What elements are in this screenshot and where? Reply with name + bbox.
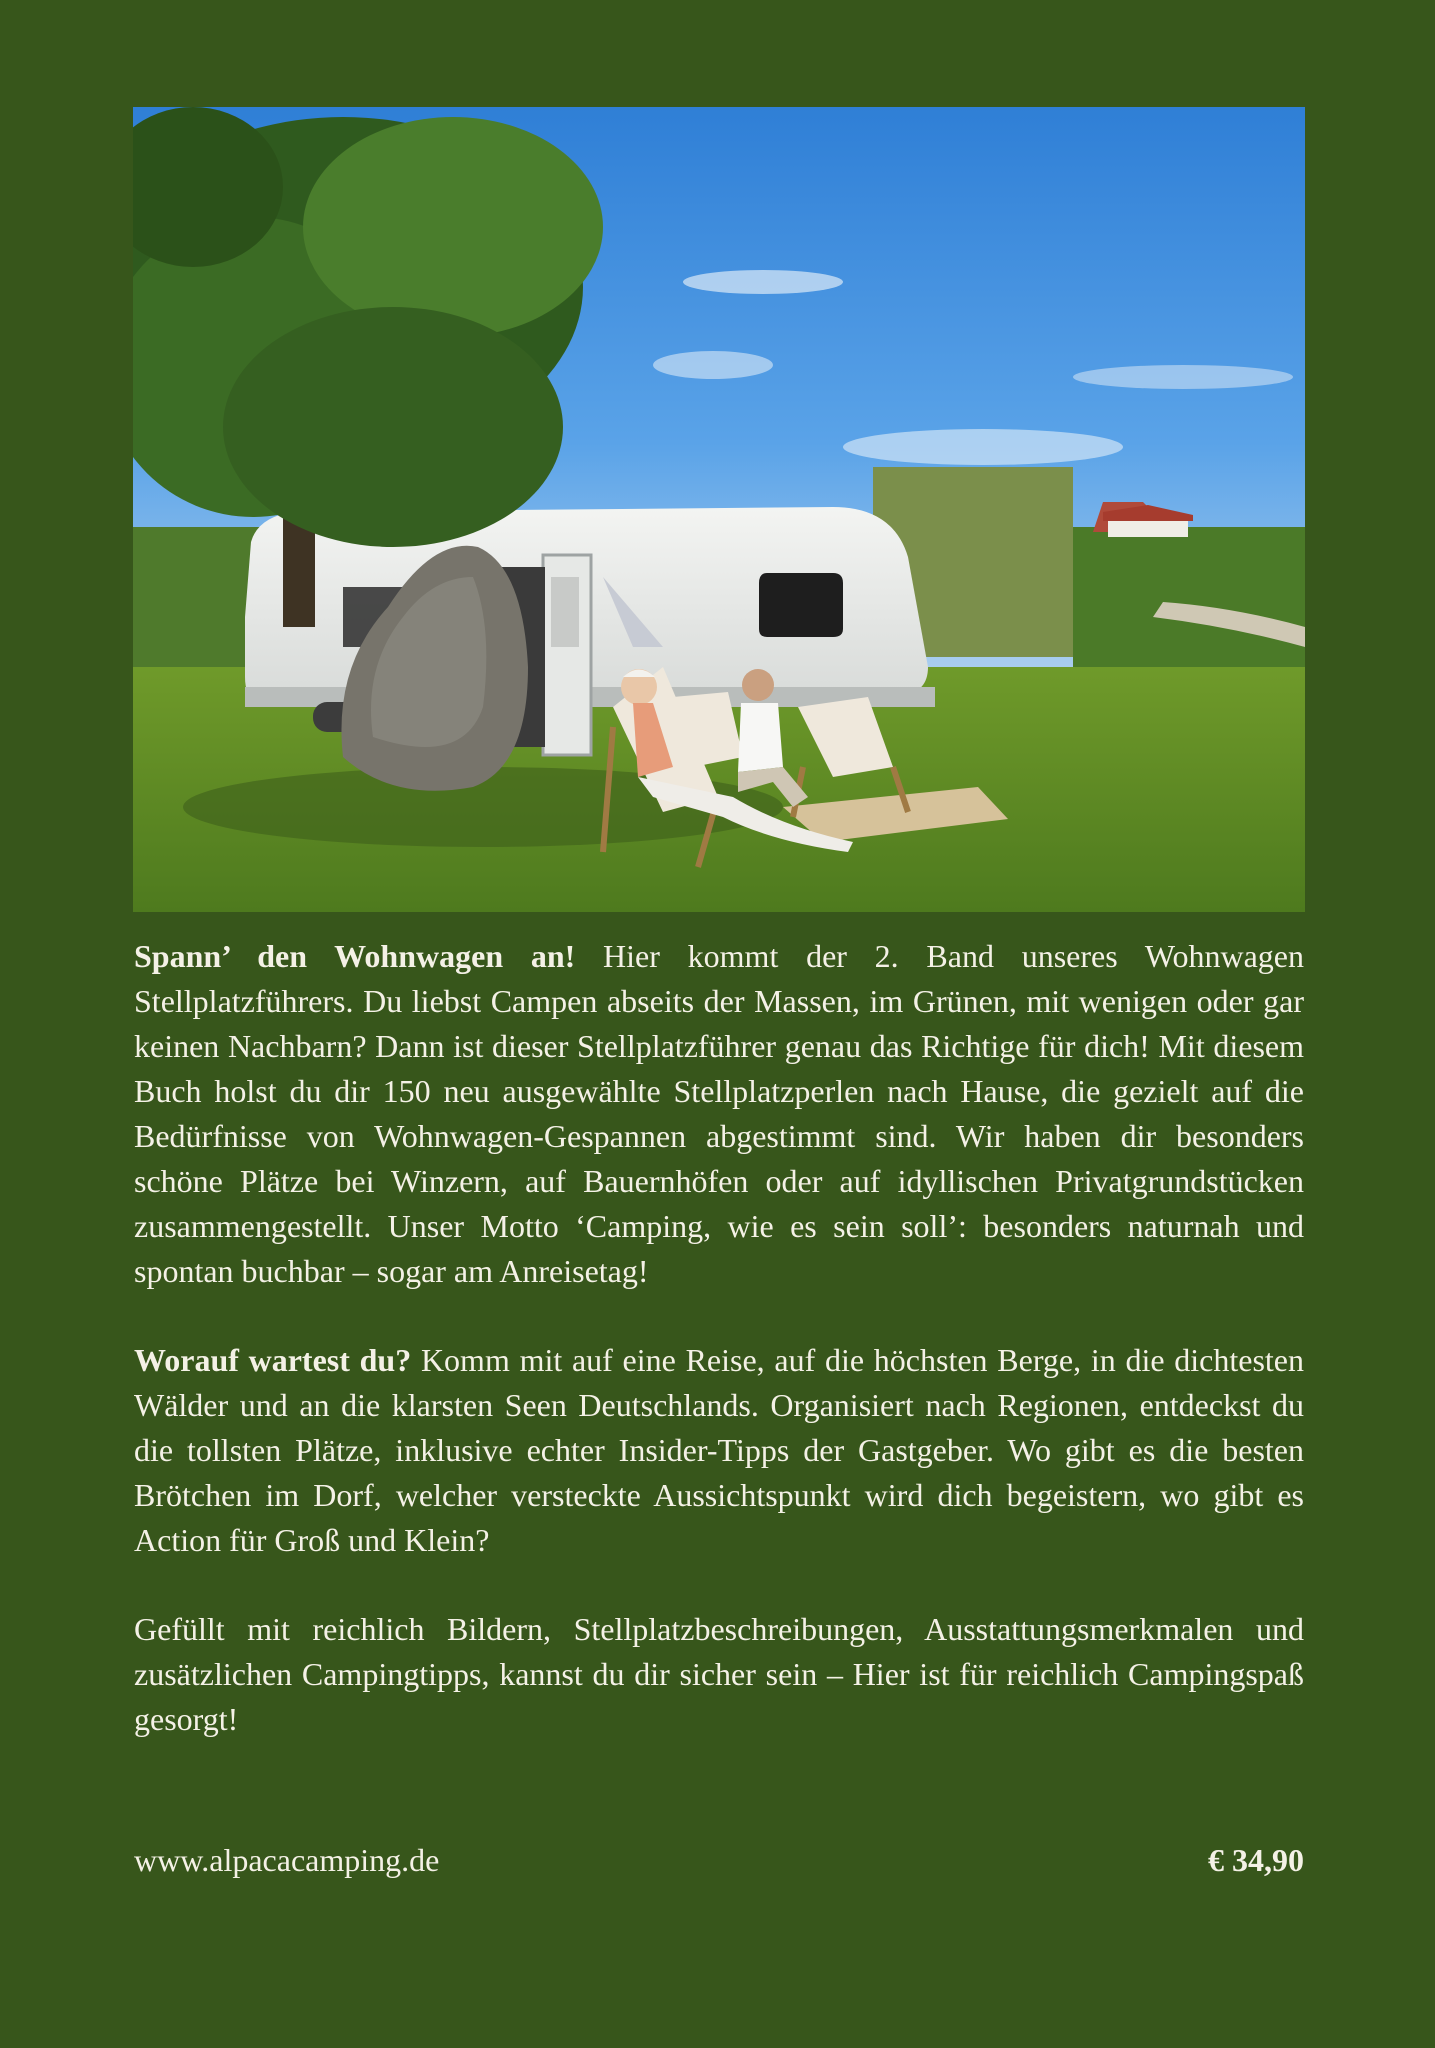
paragraph-2-body: Komm mit auf eine Reise, auf die höchsten Berge, in die dichtesten Wälder und an die klarsten Seen Deutschlands. Organisiert nach Regionen, entdeckst du die tollsten Plätze, inklusive echter Insider-Tipps der Gastgeber. Wo gibt es die besten Brötchen im Dorf, welcher versteckte Aussichtspunkt wird dich begeistern, wo gibt es Action für Groß und Klein? — [134, 1342, 1304, 1558]
caravan-meadow-image — [133, 107, 1305, 912]
paragraph-3-body: Gefüllt mit reichlich Bildern, Stellplatzbeschreibungen, Ausstattungsmerkmalen und zusätzlichen Campingtipps, kannst du dir sicher sein – Hier ist für reichlich Campingspaß gesorgt! — [134, 1611, 1304, 1737]
blurb-paragraph-1 — [134, 934, 1304, 1294]
paragraph-2-lead: Worauf wartest du? — [134, 1342, 412, 1378]
blurb-paragraph-3 — [134, 1607, 1304, 1742]
blurb-text — [134, 934, 1304, 1786]
cover-photo — [133, 107, 1305, 912]
cover-footer — [134, 1838, 1304, 1883]
blurb-paragraph-2 — [134, 1338, 1304, 1563]
paragraph-1-lead: Spann’ den Wohnwagen an! — [134, 938, 576, 974]
paragraph-1-body: Hier kommt der 2. Band unseres Wohnwagen Stellplatzführers. Du liebst Campen abseits der Massen, im Grünen, mit wenigen oder gar keinen Nachbarn? Dann ist dieser Stellplatzführer genau das Richtige für dich! Mit diesem Buch holst du dir 150 neu ausgewählte Stellplatzperlen nach Hause, die gezielt auf die Bedürfnisse von Wohnwagen-Gespannen abgestimmt sind. Wir haben dir besonders schöne Plätze bei Winzern, auf Bauernhöfen oder auf idyllischen Privatgrundstücken zusammengestellt. Unser Motto ‘Camping, wie es sein soll’: besonders naturnah und spontan buchbar – sogar am Anreisetag! — [134, 938, 1305, 1289]
website-url: www.alpacacamping.de — [134, 1842, 440, 1878]
price-label: € 34,90 — [1208, 1842, 1304, 1878]
